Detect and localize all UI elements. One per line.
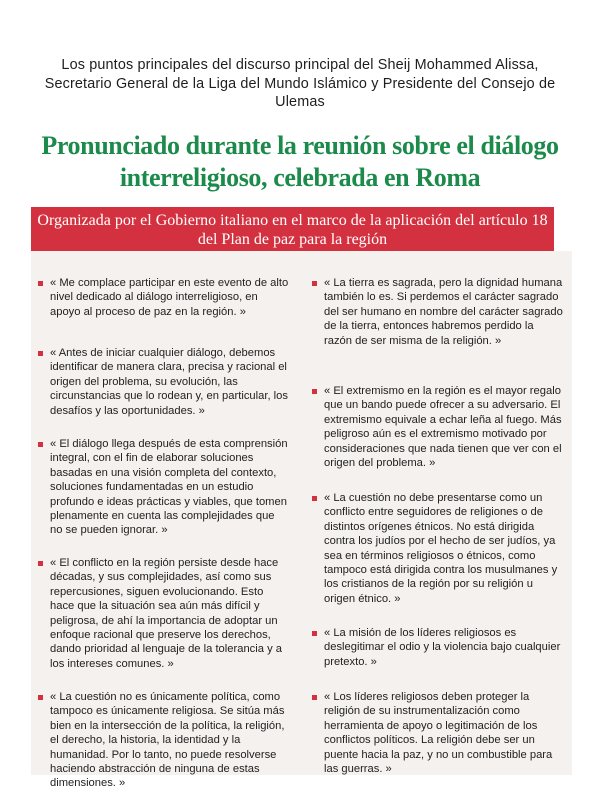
quote-item [324,491,564,606]
quote-text: « Antes de iniciar cualquier diálogo, debemos identificar de manera clara, precisa y racional el origen del problema, su evolución, las circunstancias que lo rodean y, en particular, los desafíos y las oportunidades. » [50,347,288,417]
bullet-square-icon [312,389,317,394]
bullet-square-icon [38,281,43,286]
quote-item [50,690,290,791]
bullet-square-icon [38,695,43,700]
quote-item [324,626,564,669]
bullet-square-icon [38,442,43,447]
quote-text: « El conflicto en la región persiste desde hace décadas, y sus complejidades, así como sus repercusiones, siguen evolucionando. Esto hace que la situación sea aún más difícil y peligrosa, de ahí la importancia de adoptar un enfoque racional que preserve los derechos, dando prioridad al lenguaje de la tolerancia y a los intereses comunes. » [50,557,282,670]
quote-text: « El extremismo en la región es el mayor regalo que un bando puede ofrecer a su adversario. El extremismo equivale a echar leña al fuego. Más peligroso aún es el extremismo motivado por consideraciones que nada tienen que ver con el origen del problema. » [324,385,562,470]
bullet-square-icon [38,561,43,566]
quote-item [324,690,564,776]
quote-item [324,276,564,348]
bullet-square-icon [312,695,317,700]
subtitle-banner: Organizada por el Gobierno italiano en el marco de la aplicación del artículo 18 del Plan de paz para la región [31,207,554,251]
bullet-square-icon [312,281,317,286]
page-title: Pronunciado durante la reunión sobre el diálogo interreligioso, celebrada en Roma [41,131,559,192]
quote-text: « La cuestión no es únicamente política, como tampoco es únicamente religiosa. Se sitúa más bien en la intersección de la política, la religión, el derecho, la historia, la identidad y la humanidad. Por lo tanto, no puede resolverse haciendo abstracción de ninguna de estas dimensiones. » [50,691,285,790]
quote-item [324,384,564,470]
quote-text: « La tierra es sagrada, pero la dignidad humana también lo es. Si perdemos el carácter sagrado del ser humano en nombre del carácter sagrado de la tierra, entonces habremos perdido la razón de ser misma de la religión. » [324,277,563,347]
quote-item [50,346,290,418]
intro-heading: Los puntos principales del discurso principal del Sheij Mohammed Alissa, Secretario General de la Liga del Mundo Islámico y Presidente del Consejo de Ulemas [44,57,556,110]
quote-text: « La misión de los líderes religiosos es deslegitimar el odio y la violencia bajo cualquier pretexto. » [324,627,561,668]
quote-item [50,437,290,538]
quote-text: « La cuestión no debe presentarse como un conflicto entre seguidores de religiones o de distintos orígenes étnicos. No está dirigida contra los judíos por el hecho de ser judíos, ya sea en términos religiosos o étnicos, como tampoco está dirigida contra los musulmanes y los cristianos de la región por su religión u origen étnico. » [324,492,558,605]
bullet-square-icon [312,631,317,636]
quote-text: « Me complace participar en este evento de alto nivel dedicado al diálogo interreligioso, en apoyo al proceso de paz en la región. » [50,277,289,318]
bullet-square-icon [312,496,317,501]
quote-text: « El diálogo llega después de esta comprensión integral, con el fin de elaborar soluciones basadas en una visión completa del contexto, soluciones fundamentadas en un estudio profundo e ideas prácticas y viables, que tomen plenamente en cuenta las complejidades que no se pueden ignorar. » [50,438,288,537]
bullet-square-icon [38,351,43,356]
quote-item [50,276,290,319]
quote-item [50,556,290,671]
quote-text: « Los líderes religiosos deben proteger la religión de su instrumentalización como herramienta de apoyo o legitimación de los conflictos políticos. La religión debe ser un puente hacia la paz, y no un combustible para las guerras. » [324,691,553,776]
